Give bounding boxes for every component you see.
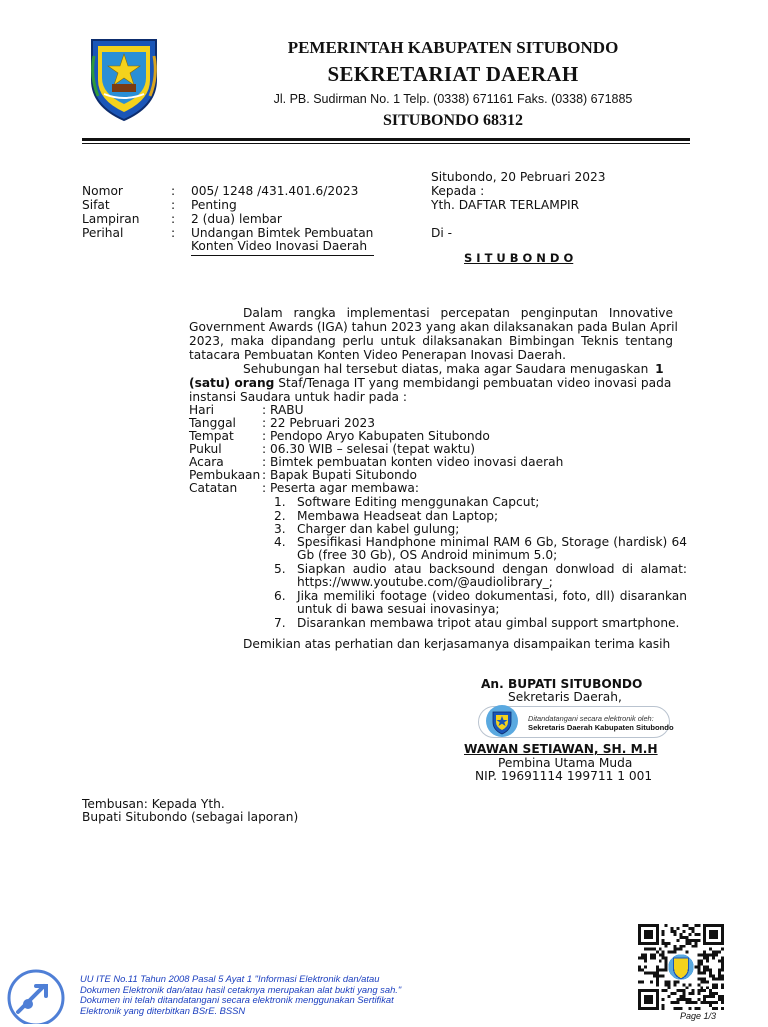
bsre-logo-icon	[6, 968, 66, 1024]
signer-rank: Pembina Utama Muda	[498, 756, 633, 770]
list-item-number: 7.	[274, 616, 286, 630]
detail-value-tanggal: : 22 Pebruari 2023	[262, 416, 376, 430]
footer-legal-note	[80, 974, 440, 1016]
addressee-di: Di -	[431, 226, 453, 240]
list-item-number: 4.	[274, 535, 286, 549]
meta-label-sifat: Sifat	[82, 198, 110, 212]
closing-sentence: Demikian atas perhatian dan kerjasamanya disampaikan terima kasih	[243, 637, 671, 651]
detail-value-catatan: : Peserta agar membawa:	[262, 481, 419, 495]
cc-item: Bupati Situbondo (sebagai laporan)	[82, 810, 299, 824]
government-name: PEMERINTAH KABUPATEN SITUBONDO	[287, 38, 619, 57]
list-item: Membawa Headseat dan Laptop;	[297, 509, 499, 523]
detail-value-hari: : RABU	[262, 403, 304, 417]
paragraph-2-count-words: (satu) orang	[189, 376, 275, 390]
detail-label-tempat: Tempat	[189, 429, 234, 443]
letter-date: Situbondo, 20 Pebruari 2023	[431, 170, 606, 184]
addressee-value: Yth. DAFTAR TERLAMPIR	[431, 198, 580, 212]
office-address: Jl. PB. Sudirman No. 1 Telp. (0338) 671161 Faks. (0338) 671885	[273, 92, 633, 106]
detail-value-pembukaan: : Bapak Bupati Situbondo	[262, 468, 418, 482]
detail-label-hari: Hari	[189, 403, 215, 417]
meta-colon: :	[171, 226, 176, 240]
signer-name: WAWAN SETIAWAN, SH. M.H	[464, 742, 658, 756]
esign-caption: Ditandatangani secara elektronik oleh:	[528, 714, 654, 723]
esign-signer: Sekretaris Daerah Kabupaten Situbondo	[528, 723, 674, 732]
meta-colon: :	[171, 212, 176, 226]
office-city: SITUBONDO 68312	[382, 112, 524, 129]
meta-label-lampiran: Lampiran	[82, 212, 140, 226]
header-rule-thick	[82, 138, 690, 141]
list-item: Spesifikasi Handphone minimal RAM 6 Gb, Storage (hardisk) 64	[297, 535, 687, 549]
list-item: Siapkan audio atau backsound dengan donwload di alamat:	[297, 562, 687, 576]
detail-label-acara: Acara	[189, 455, 224, 469]
qr-code-icon	[638, 924, 724, 1010]
detail-label-pukul: Pukul	[189, 442, 222, 456]
list-item: Jika memiliki footage (video dokumentasi, foto, dll) disarankan	[297, 589, 687, 603]
page-number: Page 1/3	[680, 1011, 717, 1021]
addressee-place: S I T U B O N D O	[464, 251, 574, 265]
meta-value-sifat: Penting	[191, 198, 237, 212]
meta-value-perihal-cont: Konten Video Inovasi Daerah	[191, 239, 374, 256]
meta-label-perihal: Perihal	[82, 226, 124, 240]
list-item-number: 2.	[274, 509, 286, 523]
detail-value-acara: : Bimtek pembuatan konten video inovasi daerah	[262, 455, 564, 469]
detail-value-tempat: : Pendopo Aryo Kabupaten Situbondo	[262, 429, 490, 443]
detail-label-pembukaan: Pembukaan	[189, 468, 261, 482]
paragraph-1-line-4: tatacara Pembuatan Konten Video Penerapan Inovasi Daerah.	[189, 348, 566, 362]
detail-label-tanggal: Tanggal	[189, 416, 236, 430]
list-item-link[interactable]: https://www.youtube.com/@audiolibrary_;	[297, 575, 553, 589]
header-rule-thin	[82, 143, 690, 144]
meta-colon: :	[171, 184, 176, 198]
footer-note-line: Elektronik yang diterbitkan BSrE. BSSN	[80, 1004, 246, 1016]
paragraph-1-line-1: Dalam rangka implementasi percepatan penginputan Innovative	[243, 306, 673, 320]
signature-position: Sekretaris Daerah,	[508, 690, 622, 704]
list-item-number: 1.	[274, 495, 286, 509]
meta-label-nomor: Nomor	[82, 184, 123, 198]
meta-value-nomor: 005/ 1248 /431.401.6/2023	[191, 184, 359, 198]
list-item: Disarankan membawa tripot atau gimbal support smartphone.	[297, 616, 680, 630]
list-item: Software Editing menggunakan Capcut;	[297, 495, 540, 509]
footer-note-line: UU ITE No.11 Tahun 2008 Pasal 5 Ayat 1 "Informasi Elektronik dan/atau	[80, 973, 380, 984]
paragraph-2-line-3: instansi Saudara untuk hadir pada :	[189, 390, 408, 404]
office-name: SEKRETARIAT DAERAH	[327, 62, 579, 86]
paragraph-2-count: 1	[655, 362, 664, 376]
list-item-cont: untuk di bawa sesuai inovasinya;	[297, 602, 500, 616]
meta-colon: :	[171, 198, 176, 212]
paragraph-1-line-2: Government Awards (IGA) tahun 2023 yang akan dilaksanakan pada Bulan April	[189, 320, 678, 334]
list-item: Charger dan kabel gulung;	[297, 522, 460, 536]
cc-label: Tembusan: Kepada Yth.	[82, 797, 225, 811]
detail-value-pukul: : 06.30 WIB – selesai (tepat waktu)	[262, 442, 476, 456]
paragraph-2-text: Sehubungan hal tersebut diatas, maka agar Saudara menugaskan	[243, 362, 649, 376]
signature-title: An. BUPATI SITUBONDO	[481, 677, 643, 691]
esign-emblem-icon	[484, 704, 520, 738]
meta-value-perihal: Undangan Bimtek Pembuatan	[191, 226, 374, 240]
list-item-number: 3.	[274, 522, 286, 536]
addressee-label: Kepada :	[431, 184, 485, 198]
signer-nip: NIP. 19691114 199711 1 001	[475, 769, 653, 783]
detail-label-catatan: Catatan	[189, 481, 238, 495]
footer-note-line: Dokumen ini telah ditandatangani secara elektronik menggunakan Sertifikat	[80, 994, 394, 1005]
list-item-number: 6.	[274, 589, 286, 603]
paragraph-2-line-1	[243, 362, 664, 376]
meta-value-lampiran: 2 (dua) lembar	[191, 212, 282, 226]
paragraph-2-line-2	[189, 376, 671, 390]
footer-note-line: Dokumen Elektronik dan/atau hasil cetaknya merupakan alat bukti yang sah."	[80, 983, 402, 995]
regency-emblem-icon	[88, 36, 160, 122]
list-item-cont: Gb (free 30 Gb), OS Android minimum 5.0;	[297, 548, 558, 562]
paragraph-2-text: Staf/Tenaga IT yang membidangi pembuatan video inovasi pada	[278, 376, 672, 390]
list-item-number: 5.	[274, 562, 286, 576]
paragraph-1-line-3: 2023, maka dipandang perlu untuk dilaksanakan Bimbingan Teknis tentang	[189, 334, 673, 348]
